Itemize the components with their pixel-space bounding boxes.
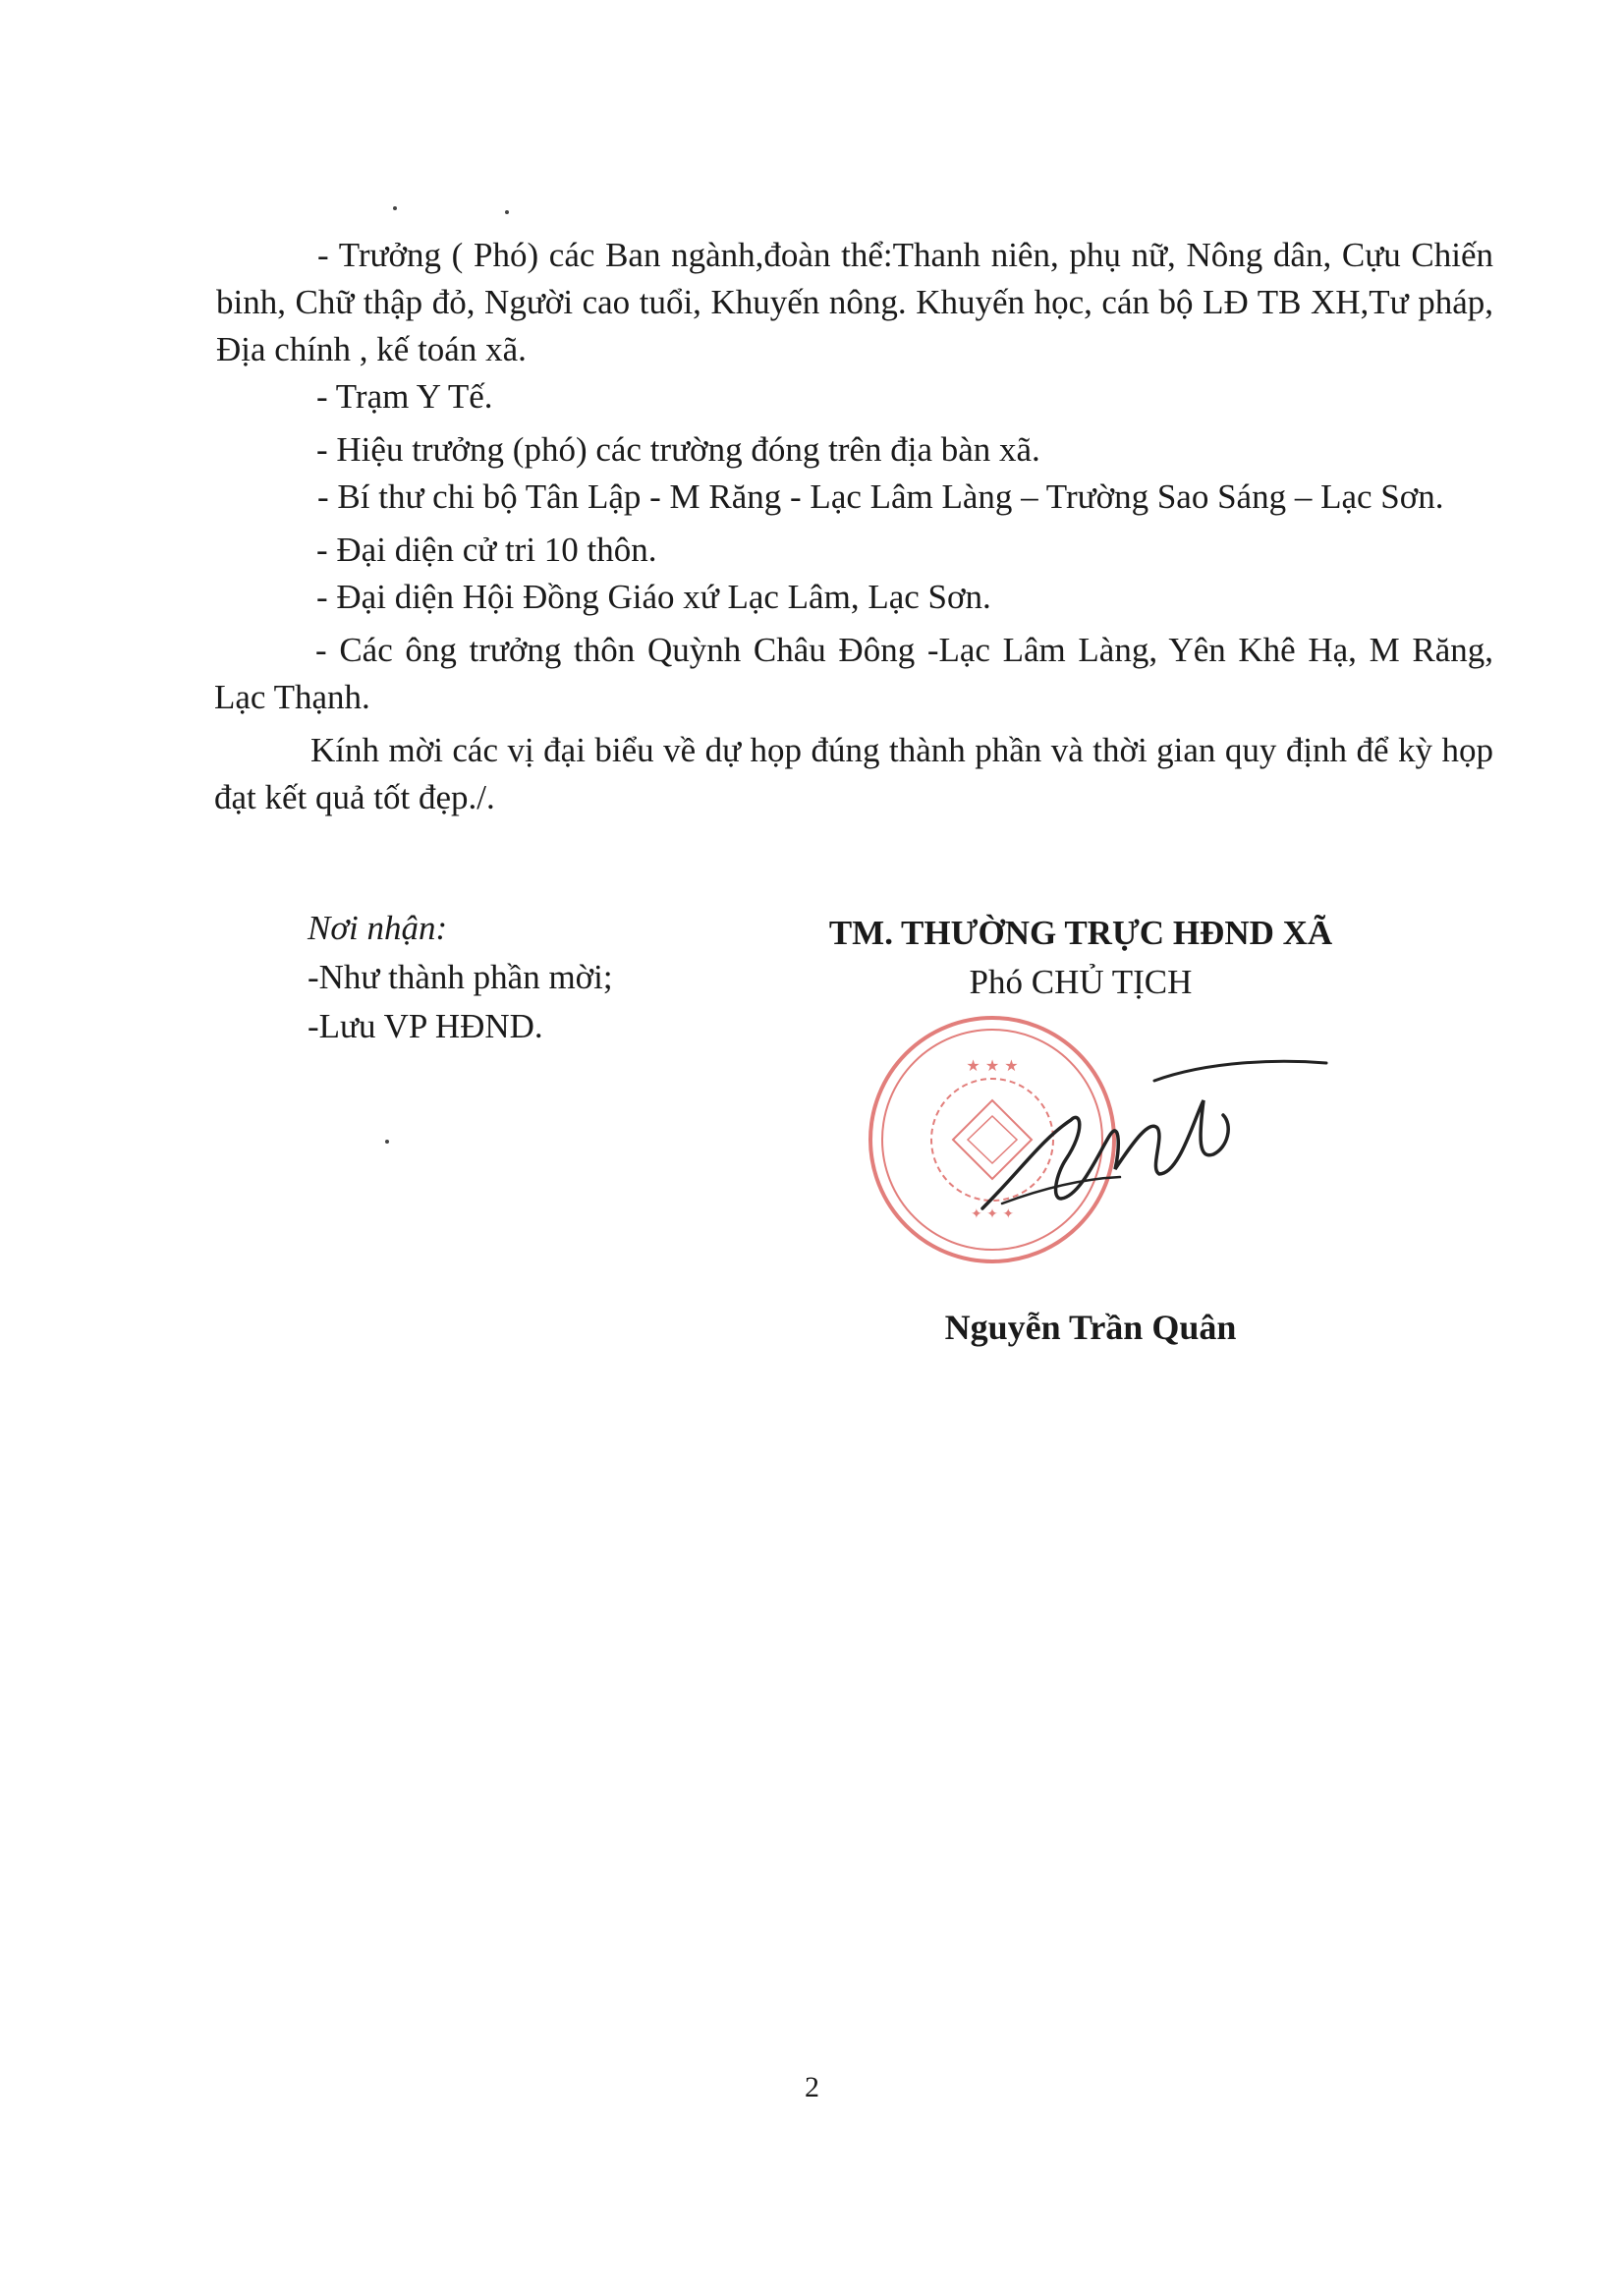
signature-title: TM. THƯỜNG TRỰC HĐND XÃ [828, 914, 1333, 952]
body-text [216, 232, 1493, 821]
scan-speck [385, 1140, 389, 1144]
scan-speck [393, 206, 397, 210]
scan-speck [505, 210, 509, 214]
paragraph-participants-5: - Đại diện cử tri 10 thôn. [316, 531, 657, 569]
paragraph-invitation: Kính mời các vị đại biểu về dự họp đúng thành phần và thời gian quy định để kỳ họp đạt kết quả tốt đẹp./. [214, 731, 1493, 816]
paragraph-participants-2: - Trạm Y Tế. [316, 377, 493, 416]
handwritten-signature-icon [963, 1051, 1336, 1238]
svg-text:✦ ✦ ✦: ✦ ✦ ✦ [970, 1206, 1015, 1222]
paragraph-participants-7: - Các ông trưởng thôn Quỳnh Châu Đông -Lạc Lâm Làng, Yên Khê Hạ, M Răng, Lạc Thạnh. [214, 631, 1493, 716]
paragraph-participants-6: - Đại diện Hội Đồng Giáo xứ Lạc Lâm, Lạc Sơn. [316, 578, 991, 616]
recipient-item: -Như thành phần mời; [308, 958, 613, 996]
recipients-title: Nơi nhận: [308, 909, 448, 947]
signature-role: Phó CHỦ TỊCH [969, 963, 1193, 1001]
recipient-item: -Lưu VP HĐND. [308, 1007, 543, 1045]
page-number: 2 [805, 2071, 819, 2103]
paragraph-participants-1: - Trưởng ( Phó) các Ban ngành,đoàn thể:Thanh niên, phụ nữ, Nông dân, Cựu Chiến binh, Chữ thập đỏ, Người cao tuổi, Khuyến nông. Khuyến học, cán bộ LĐ TB XH,Tư pháp, Địa chính , kế toán xã. [216, 236, 1493, 368]
svg-text:★ ★ ★: ★ ★ ★ [966, 1056, 1019, 1075]
signer-name: Nguyễn Trần Quân [944, 1308, 1237, 1347]
recipients-block [308, 904, 613, 1051]
paragraph-participants-4: - Bí thư chi bộ Tân Lập - M Răng - Lạc Lâm Làng – Trường Sao Sáng – Lạc Sơn. [317, 477, 1444, 516]
signature-header [776, 909, 1385, 1007]
paragraph-participants-3: - Hiệu trưởng (phó) các trường đóng trên địa bàn xã. [316, 430, 1040, 469]
